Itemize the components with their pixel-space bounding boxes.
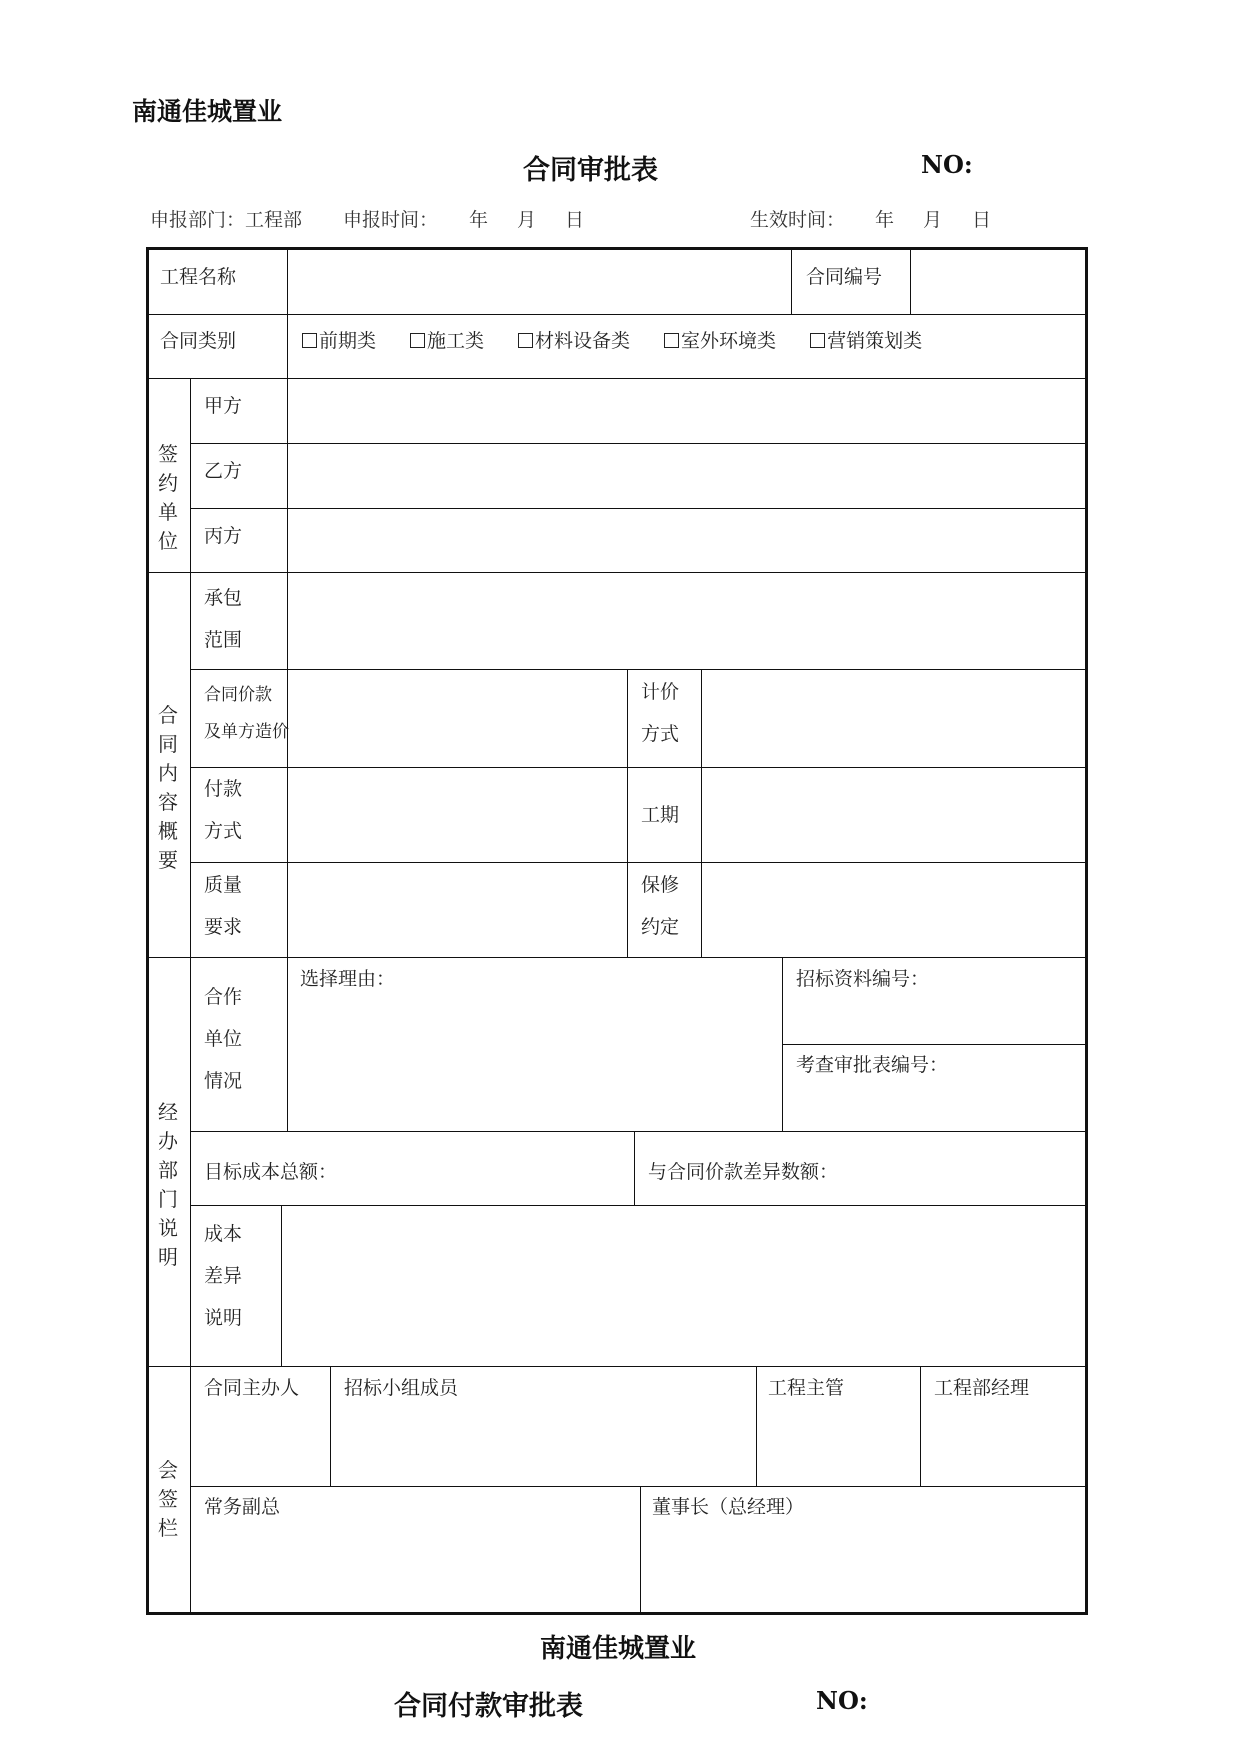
form-title: 合同审批表 [523, 155, 658, 186]
selection-reason-label: 选择理由： [300, 968, 396, 990]
warranty-field[interactable] [703, 864, 1084, 956]
chairman-label: 董事长（总经理） [652, 1496, 805, 1518]
type-option-construction[interactable]: 施工类 [410, 326, 484, 353]
type-option-early[interactable]: 前期类 [302, 326, 376, 353]
warranty-label: 保修 约定 [641, 874, 680, 938]
next-form-number-label: NO: [816, 1686, 868, 1715]
executive-vp-label: 常务副总 [204, 1496, 281, 1518]
signing-parties-group-label: 签约单位 [158, 442, 178, 553]
contract-type-options [302, 326, 956, 353]
party-c-label: 丙方 [204, 525, 243, 547]
engineering-supervisor-label: 工程主管 [768, 1377, 845, 1399]
effective-time-label: 生效时间： [750, 209, 846, 231]
checkbox-icon [302, 333, 317, 348]
target-cost-total-field[interactable] [350, 1133, 633, 1204]
tender-document-number-label: 招标资料编号： [796, 968, 930, 990]
tender-team-members-label: 招标小组成员 [344, 1377, 459, 1399]
handling-dept-group-label: 经办部门说明 [158, 1100, 178, 1269]
engineering-manager-signature[interactable] [922, 1398, 1084, 1485]
pricing-method-label: 计价 方式 [641, 681, 680, 745]
review-approval-number-field[interactable] [784, 1076, 1084, 1130]
scope-label: 承包 范围 [204, 587, 243, 651]
effective-year: 年 [875, 209, 895, 231]
price-difference-field[interactable] [836, 1133, 1084, 1204]
party-b-field[interactable] [289, 445, 1084, 507]
contract-number-field[interactable] [912, 251, 1084, 313]
duration-field[interactable] [703, 769, 1084, 861]
tender-document-number-field[interactable] [784, 990, 1084, 1043]
checkbox-icon [664, 333, 679, 348]
partner-status-label: 合作 单位 情况 [204, 986, 243, 1092]
target-cost-total-label: 目标成本总额： [204, 1161, 338, 1183]
engineering-manager-label: 工程部经理 [934, 1377, 1030, 1399]
party-c-field[interactable] [289, 510, 1084, 571]
price-difference-label: 与合同价款差异数额： [648, 1161, 839, 1183]
checkbox-icon [810, 333, 825, 348]
next-form-title: 合同付款审批表 [394, 1691, 583, 1722]
payment-method-field[interactable] [289, 769, 626, 861]
company-name: 南通佳城置业 [132, 97, 283, 126]
contract-sponsor-label: 合同主办人 [204, 1377, 300, 1399]
next-company-name: 南通佳城置业 [540, 1634, 697, 1664]
cost-difference-explanation-field[interactable] [283, 1207, 1084, 1365]
form-number-label: NO: [921, 150, 973, 179]
contract-type-label: 合同类别 [160, 330, 237, 352]
engineering-supervisor-signature[interactable] [758, 1398, 919, 1485]
payment-method-label: 付款 方式 [204, 778, 243, 842]
effective-day: 日 [972, 209, 992, 231]
effective-month: 月 [923, 209, 943, 231]
type-option-marketing[interactable]: 营销策划类 [810, 326, 922, 353]
contract-price-label: 合同价款 及单方造价 [204, 685, 289, 742]
contract-number-label: 合同编号 [806, 266, 883, 288]
pricing-method-field[interactable] [703, 671, 1084, 766]
report-time-label: 申报时间： [343, 209, 439, 231]
checkbox-icon [518, 333, 533, 348]
contract-sponsor-signature[interactable] [192, 1398, 329, 1485]
type-option-outdoor[interactable]: 室外环境类 [664, 326, 776, 353]
quality-requirement-field[interactable] [289, 864, 626, 956]
chairman-signature[interactable] [642, 1518, 1084, 1611]
project-name-field[interactable] [289, 251, 789, 313]
scope-field[interactable] [289, 574, 1084, 668]
report-day: 日 [565, 209, 585, 231]
quality-requirement-label: 质量 要求 [204, 874, 243, 938]
party-a-field[interactable] [289, 380, 1084, 442]
tender-team-members-signature[interactable] [332, 1398, 755, 1485]
report-year: 年 [469, 209, 489, 231]
review-approval-number-label: 考查审批表编号： [796, 1054, 949, 1076]
report-department: 申报部门：工程部 [150, 209, 303, 231]
duration-label: 工期 [641, 804, 680, 826]
selection-reason-field[interactable] [289, 990, 781, 1130]
report-month: 月 [517, 209, 537, 231]
cost-difference-explanation-label: 成本 差异 说明 [204, 1223, 243, 1329]
party-b-label: 乙方 [204, 460, 243, 482]
checkbox-icon [410, 333, 425, 348]
contract-price-field[interactable] [289, 671, 626, 766]
contract-content-group-label: 合同内容概要 [158, 703, 178, 872]
party-a-label: 甲方 [204, 395, 243, 417]
type-option-material[interactable]: 材料设备类 [518, 326, 630, 353]
countersign-group-label: 会签栏 [158, 1458, 178, 1540]
project-name-label: 工程名称 [160, 266, 237, 288]
executive-vp-signature[interactable] [192, 1518, 639, 1611]
